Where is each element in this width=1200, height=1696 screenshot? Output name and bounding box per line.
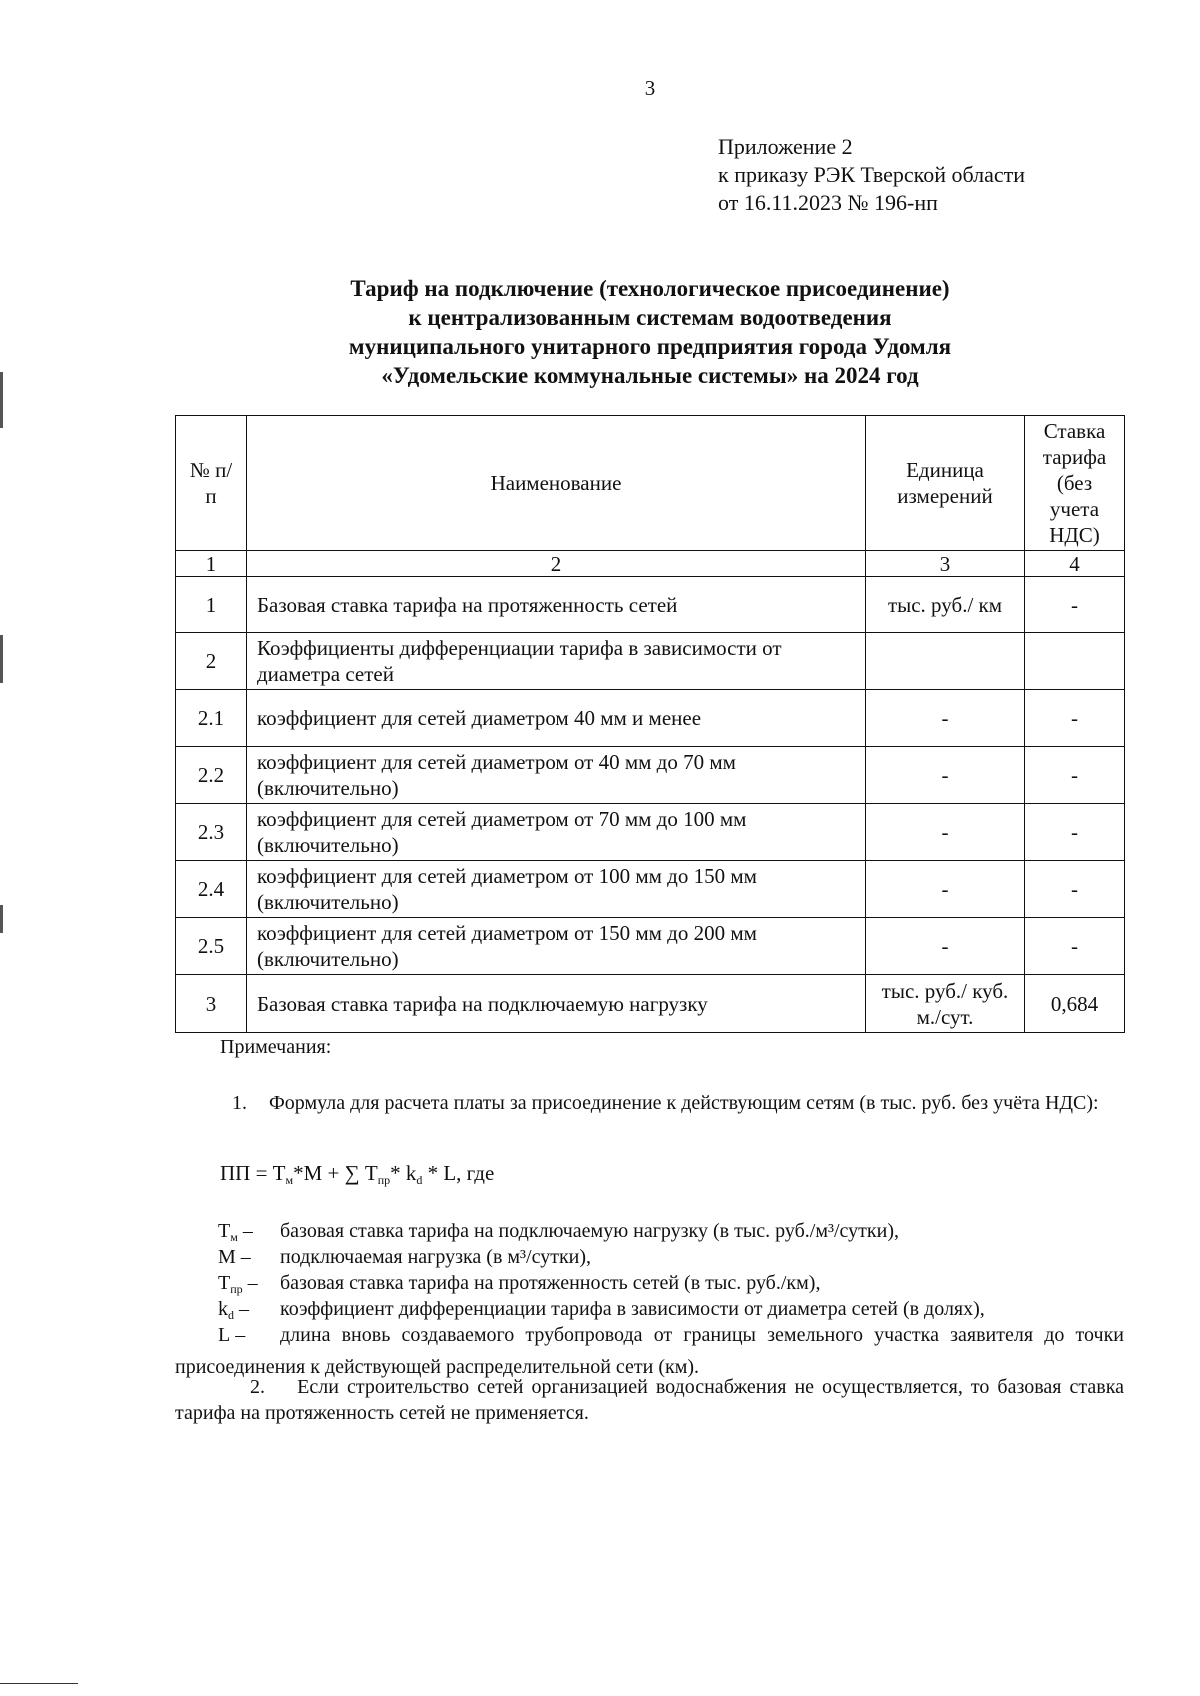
- row-num: 2.4: [176, 861, 247, 918]
- col-number: 3: [866, 551, 1025, 577]
- header-num: № п/п: [176, 416, 247, 551]
- definition-symbol: М –: [218, 1246, 251, 1268]
- row-unit: -: [866, 918, 1025, 975]
- formula-part: *М + ∑ Т: [293, 1161, 378, 1185]
- row-unit: тыс. руб./ км: [866, 577, 1025, 633]
- row-name: коэффициент для сетей диаметром от 100 мм до 150 мм (включительно): [247, 861, 866, 918]
- notes-heading: Примечания:: [220, 1036, 332, 1058]
- row-rate: -: [1025, 918, 1125, 975]
- row-unit: -: [866, 747, 1025, 804]
- row-rate: -: [1025, 577, 1125, 633]
- column-number-row: [176, 551, 1125, 577]
- row-rate: [1025, 633, 1125, 690]
- annex-line-3: от 16.11.2023 № 196-нп: [718, 190, 938, 215]
- scan-edge-mark: [0, 372, 3, 428]
- table-row: [176, 804, 1125, 861]
- formula-part: * k: [390, 1161, 417, 1185]
- formula-part: * L, где: [422, 1161, 495, 1185]
- table-row: [176, 633, 1125, 690]
- annex-line-1: Приложение 2: [718, 134, 853, 159]
- row-num: 2.3: [176, 804, 247, 861]
- definition-text: подключаемая нагрузка (в м³/сутки),: [280, 1246, 592, 1268]
- row-unit: -: [866, 804, 1025, 861]
- row-rate: -: [1025, 690, 1125, 747]
- row-unit: [866, 633, 1025, 690]
- row-num: 2.2: [176, 747, 247, 804]
- definition-symbol: L –: [218, 1324, 246, 1346]
- definition-text: базовая ставка тарифа на подключаемую нагрузку (в тыс. руб./м³/сутки),: [280, 1220, 899, 1242]
- formula-part: ПП = Т: [220, 1161, 286, 1185]
- definition-text: длина вновь создаваемого трубопровода от границы земельного участка заявителя до точки присоединения к действующей распределительной сети (км).: [175, 1324, 1124, 1378]
- row-name: коэффициент для сетей диаметром от 40 мм до 70 мм (включительно): [247, 747, 866, 804]
- formula-subscript: пр: [377, 1173, 391, 1187]
- row-name: коэффициент для сетей диаметром 40 мм и менее: [247, 690, 866, 747]
- row-num: 3: [176, 975, 247, 1033]
- row-name: Коэффициенты дифференциации тарифа в зависимости от диаметра сетей: [247, 633, 866, 690]
- row-num: 2: [176, 633, 247, 690]
- col-number: 1: [176, 551, 247, 577]
- header-name: Наименование: [247, 416, 866, 551]
- row-num: 1: [176, 577, 247, 633]
- row-unit: тыс. руб./ куб. м./сут.: [866, 975, 1025, 1033]
- title-line-3: муниципального унитарного предприятия города Удомля: [348, 334, 952, 359]
- annex-line-2: к приказу РЭК Тверской области: [718, 162, 1026, 187]
- title-line-1: Тариф на подключение (технологическое присоединение): [350, 276, 950, 301]
- row-num: 2.1: [176, 690, 247, 747]
- table-header-row: [176, 416, 1125, 551]
- table-row: [176, 861, 1125, 918]
- row-name: Базовая ставка тарифа на подключаемую нагрузку: [247, 975, 866, 1033]
- row-name: Базовая ставка тарифа на протяженность сетей: [247, 577, 866, 633]
- definition-symbol: $Т_{пр}$ –: [218, 1272, 258, 1296]
- title-line-2: к централизованным системам водоотведения: [408, 305, 892, 330]
- note-2-number: 2.: [250, 1376, 265, 1398]
- definition-symbol: $Т_м$ –: [218, 1220, 253, 1244]
- scan-edge-mark: [0, 905, 3, 933]
- row-unit: -: [866, 861, 1025, 918]
- note-2: [175, 1374, 1124, 1426]
- formula-subscript: d: [416, 1173, 423, 1187]
- row-unit: -: [866, 690, 1025, 747]
- formula: [220, 1161, 494, 1188]
- table-row: [176, 918, 1125, 975]
- definition-row-long: [175, 1322, 1124, 1380]
- row-rate: 0,684: [1025, 975, 1125, 1033]
- table-row: [176, 690, 1125, 747]
- definition-text: коэффициент дифференциации тарифа в зависимости от диаметра сетей (в долях),: [280, 1298, 985, 1320]
- annex-reference: [718, 133, 1025, 217]
- table-row: [176, 577, 1125, 633]
- header-unit: Единица измерений: [866, 416, 1025, 551]
- document-title: [250, 274, 1050, 390]
- row-num: 2.5: [176, 918, 247, 975]
- footer-rule: [0, 1683, 78, 1684]
- row-name: коэффициент для сетей диаметром от 70 мм до 100 мм (включительно): [247, 804, 866, 861]
- row-name: коэффициент для сетей диаметром от 150 мм до 200 мм (включительно): [247, 918, 866, 975]
- note-1-text: Формула для расчета платы за присоединение к действующим сетям (в тыс. руб. без учёта НДС):: [269, 1092, 1099, 1114]
- note-2-text: Если строительство сетей организацией водоснабжения не осуществляется, то базовая ставка тарифа на протяженность сетей не применяется.: [175, 1376, 1124, 1424]
- table-row: [176, 747, 1125, 804]
- table-row: [176, 975, 1125, 1033]
- col-number: 4: [1025, 551, 1125, 577]
- title-line-4: «Удомельские коммунальные системы» на 2024 год: [381, 363, 919, 388]
- row-rate: -: [1025, 861, 1125, 918]
- note-1-number: 1.: [232, 1092, 247, 1114]
- col-number: 2: [247, 551, 866, 577]
- row-rate: -: [1025, 804, 1125, 861]
- row-rate: -: [1025, 747, 1125, 804]
- definition-symbol: $k_d$ –: [218, 1298, 249, 1322]
- page-number: 3: [644, 76, 656, 100]
- formula-subscript: м: [285, 1173, 294, 1187]
- tariff-table: [175, 415, 1125, 1033]
- header-rate: Ставка тарифа (без учета НДС): [1025, 416, 1125, 551]
- scan-edge-mark: [0, 635, 3, 683]
- definition-text: базовая ставка тарифа на протяженность сетей (в тыс. руб./км),: [280, 1272, 821, 1294]
